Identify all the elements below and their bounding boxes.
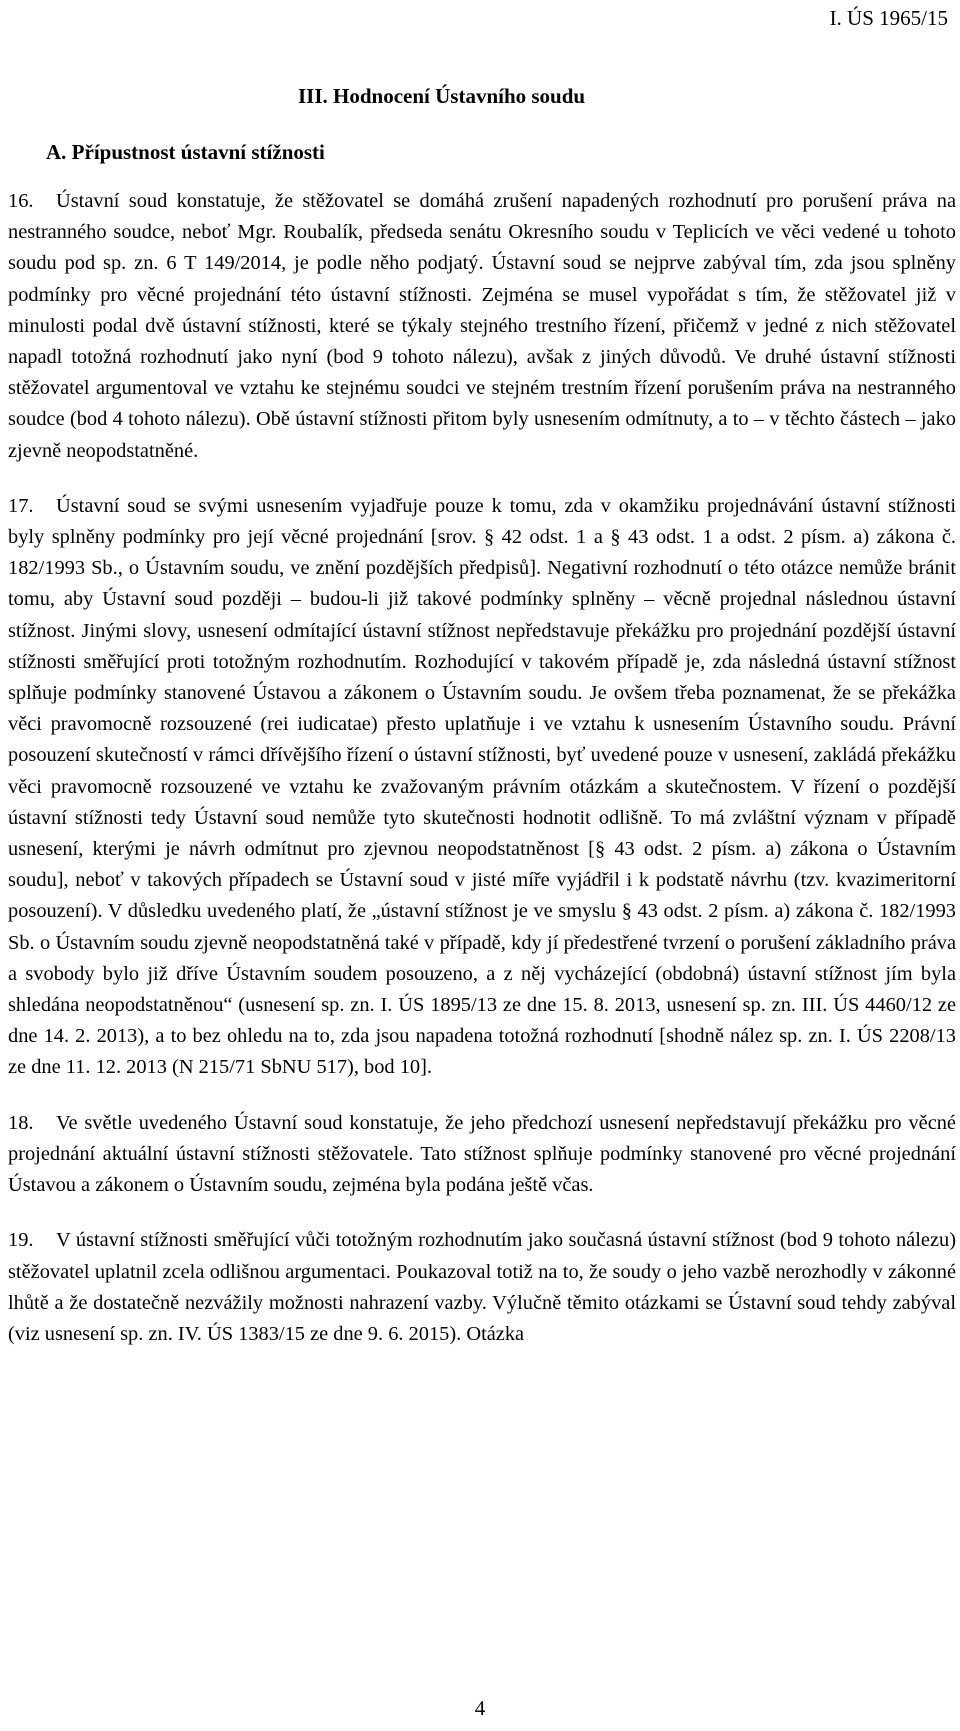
paragraph-18 <box>8 1108 956 1202</box>
paragraph-number: 18. <box>8 1111 34 1134</box>
paragraph-number: 19. <box>8 1229 34 1252</box>
chapter-heading: III. Hodnocení Ústavního soudu <box>298 84 586 108</box>
paragraph-17 <box>8 491 956 1084</box>
paragraph-text: Ústavní soud konstatuje, že stěžovatel se domáhá zrušení napadených rozhodnutí pro porušení práva na nestranného soudce, neboť Mgr. Roubalík, předseda senátu Okresního soudu v Teplicích ve věci vedené u tohoto soudu pod sp. zn. 6 T 149/2014, je podle něho podjatý. Ústavní soud se nejprve zabýval tím, zda jsou splněny podmínky pro věcné projednání této ústavní stížnosti. Zejména se musel vypořádat s tím, že stěžovatel již v minulosti podal dvě ústavní stížnosti, které se týkaly stejného trestního řízení, přičemž v jedné z nich stěžovatel napadl totožná rozhodnutí jako nyní (bod 9 tohoto nálezu), avšak z jiných důvodů. Ve druhé ústavní stížnosti stěžovatel argumentoval ve vztahu ke stejnému soudci ve stejném trestním řízení porušením práva na nestranného soudce (bod 4 tohoto nálezu). Obě ústavní stížnosti přitom byly usnesením odmítnuty, a to – v těchto částech – jako zjevně neopodstatněné. <box>8 190 956 462</box>
paragraph-text: V ústavní stížnosti směřující vůči totožným rozhodnutím jako současná ústavní stížnost (bod 9 tohoto nálezu) stěžovatel uplatnil zcela odlišnou argumentaci. Poukazoval totiž na to, že soudy o jeho vazbě nerozhodly v zákonné lhůtě a že dostatečně nezvážily možnosti nahrazení vazby. Výlučně těmito otázkami se Ústavní soud tehdy zabýval (viz usnesení sp. zn. IV. ÚS 1383/15 ze dne 9. 6. 2015). Otázka <box>8 1229 956 1345</box>
paragraph-text: Ústavní soud se svými usnesením vyjadřuje pouze k tomu, zda v okamžiku projednávání ústavní stížnosti byly splněny podmínky pro její věcné projednání [srov. § 42 odst. 1 a § 43 odst. 1 a odst. 2 písm. a) zákona č. 182/1993 Sb., o Ústavním soudu, ve znění pozdějších předpisů]. Negativní rozhodnutí o této otázce nemůže bránit tomu, aby Ústavní soud později – budou-li již takové podmínky splněny – věcně projednal následnou ústavní stížnost. Jinými slovy, usnesení odmítající ústavní stížnost nepředstavuje překážku pro projednání pozdější ústavní stížnosti směřující proti totožným rozhodnutím. Rozhodující v takovém případě je, zda následná ústavní stížnost splňuje podmínky stanovené Ústavou a zákonem o Ústavním soudu. Je ovšem třeba poznamenat, že se překážka věci pravomocně rozsouzené (rei iudicatae) přesto uplatňuje i ve vztahu k usnesením Ústavního soudu. Právní posouzení skutečností v rámci dřívějšího řízení o ústavní stížnosti, byť uvedené pouze v usnesení, zakládá překážku věci pravomocně rozsouzené ve vztahu ke zvažovaným právním otázkám a skutečnostem. V řízení o pozdější ústavní stížnosti tedy Ústavní soud nemůže tyto skutečnosti hodnotit odlišně. To má zvláštní význam v případě usnesení, kterými je návrh odmítnut pro zjevnou neopodstatněnost [§ 43 odst. 2 písm. a) zákona o Ústavním soudu], neboť v takových případech se Ústavní soud v jisté míře vyjádřil i k podstatě návrhu (tzv. kvazimeritorní posouzení). V důsledku uvedeného platí, že „ústavní stížnost je ve smyslu § 43 odst. 2 písm. a) zákona č. 182/1993 Sb. o Ústavním soudu zjevně neopodstatněná také v případě, kdy jí předestřené tvrzení o porušení základního práva a svobody bylo již dříve Ústavním soudem posouzeno, a z něj vycházející (obdobná) ústavní stížnost jím byla shledána neopodstatněnou“ (usnesení sp. zn. I. ÚS 1895/13 ze dne 15. 8. 2013, usnesení sp. zn. III. ÚS 4460/12 ze dne 14. 2. 2013), a to bez ohledu na to, zda jsou napadena totožná rozhodnutí [shodně nález sp. zn. I. ÚS 2208/13 ze dne 11. 12. 2013 (N 215/71 SbNU 517), bod 10]. <box>8 494 956 1079</box>
case-reference: I. ÚS 1965/15 <box>829 6 948 30</box>
paragraph-19 <box>8 1225 956 1350</box>
paragraph-16 <box>8 186 956 467</box>
page-number: 4 <box>474 1696 486 1720</box>
paragraph-number: 16. <box>8 190 34 212</box>
section-heading: A. Přípustnost ústavní stížnosti <box>46 140 325 164</box>
paragraph-number: 17. <box>8 494 34 517</box>
paragraph-text: Ve světle uvedeného Ústavní soud konstatuje, že jeho předchozí usnesení nepředstavují překážku pro věcné projednání aktuální ústavní stížnosti stěžovatele. Tato stížnost splňuje podmínky stanovené pro věcné projednání Ústavou a zákonem o Ústavním soudu, zejména byla podána ještě včas. <box>8 1111 956 1197</box>
body-text <box>8 186 956 1374</box>
